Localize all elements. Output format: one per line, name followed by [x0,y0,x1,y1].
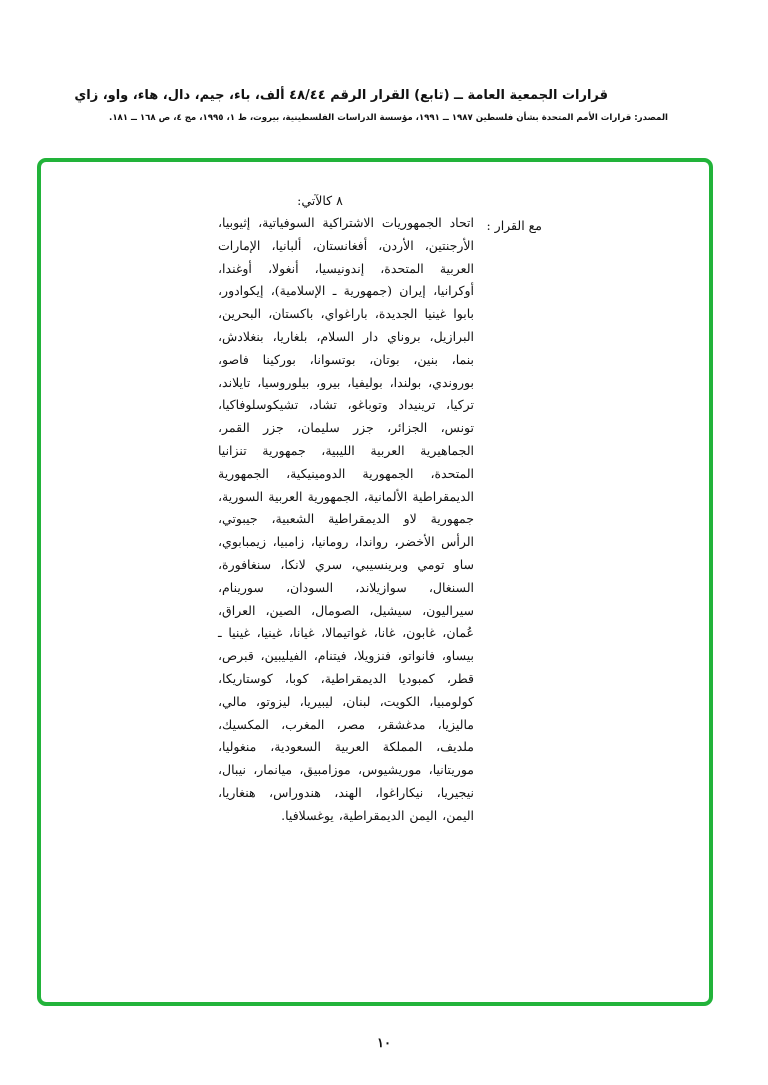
page-title: قرارات الجمعية العامة ــ (تابع) القرار الرقم ٤٨/٤٤ ألف، باء، جيم، دال، هاء، واو، زاي [74,88,608,103]
page-number: ١٠ [377,1036,391,1051]
country-list: اتحاد الجمهوريات الاشتراكية السوفياتية، إثيوبيا، الأرجنتين، الأردن، أفغانستان، ألبانيا، الإمارات العربية المتحدة، إندونيسيا، أنغولا، أوغندا، أوكرانيا، إيران (جمهورية ـ الإسلامية)، إيكوادور، بابوا غينيا الجديدة، باراغواي، باكستان، البحرين، البرازيل، بروناي دار السلام، بلغاريا، بنغلادش، بنما، بنين، بوتان، بوتسوانا، بوركينا فاصو، بوروندي، بولندا، بوليفيا، بيرو، بيلوروسيا، تايلاند، تركيا، ترينيداد وتوباغو، تشاد، تشيكوسلوفاكيا، تونس، الجزائر، جزر سليمان، جزر القمر، الجماهيرية العربية الليبية، جمهورية تنزانيا المتحدة، الجمهورية الدومينيكية، الجمهورية الديمقراطية الألمانية، الجمهورية العربية السورية، جمهورية لاو الديمقراطية الشعبية، جيبوتي، الرأس الأخضر، رواندا، رومانيا، زامبيا، زيمبابوي، ساو تومي وبرينسيبي، سري لانكا، سنغافورة، السنغال، سوازيلاند، السودان، سورينام، سيراليون، سيشيل، الصومال، الصين، العراق، عُمان، غابون، غانا، غواتيمالا، غيانا، غينيا، غينيا ـ بيساو، فانواتو، فنزويلا، فيتنام، الفيليبين، قبرص، قطر، كمبوديا الديمقراطية، كوبا، كوستاريكا، كولومبيا، الكويت، لبنان، ليبيريا، ليزوتو، مالي، ماليزيا، مدغشقر، مصر، المغرب، المكسيك، ملديف، المملكة العربية السعودية، منغوليا، موريتانيا، موريشيوس، موزامبيق، ميانمار، نيبال، نيجيريا، نيكاراغوا، الهند، هندوراس، هنغاريا، اليمن، اليمن الديمقراطية، يوغسلافيا. [218,215,474,823]
vote-label: مع القرار : [486,218,542,233]
source-citation: المصدر: قرارات الأمم المتحدة بشأن فلسطين ١٩٨٧ ــ ١٩٩١، مؤسسة الدراسات الفلسطينية، بيروت، ط ١، ١٩٩٥، مج ٤، ص ١٦٨ ــ ١٨١. [109,113,668,123]
section-heading: ٨ كالآتي: [297,193,343,208]
